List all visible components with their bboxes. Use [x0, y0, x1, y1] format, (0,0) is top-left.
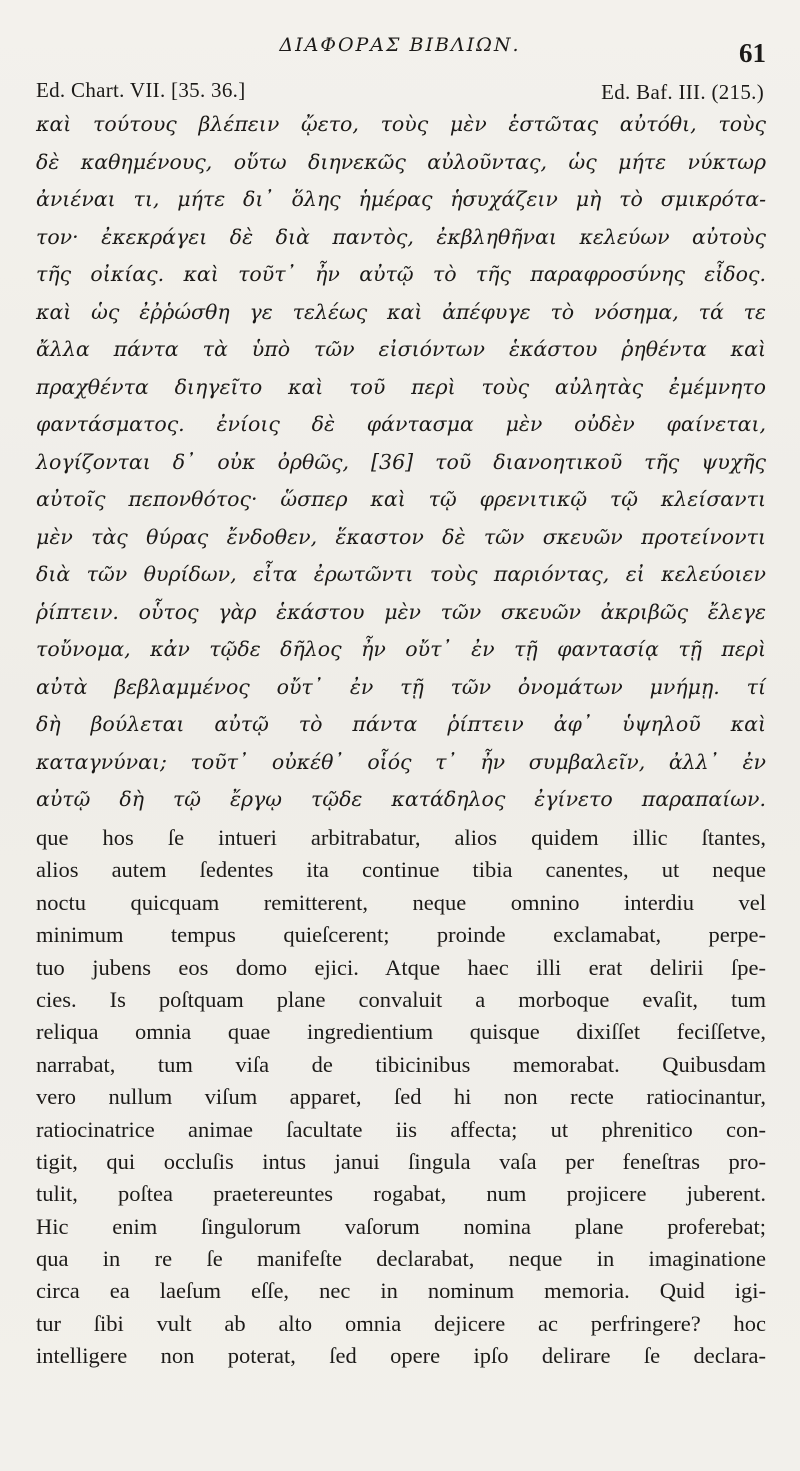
latin-text-line: circa ea laeſum eſſe, nec in nominum memoria. Quid igi- — [36, 1278, 766, 1304]
latin-text-line: tur ſibi vult ab alto omnia dejicere ac perfringere? hoc — [36, 1310, 766, 1336]
latin-text-line: qua in re ſe manifeſte declarabat, neque in imaginatione — [36, 1246, 766, 1272]
greek-text-line: καὶ ὡς ἐῤῥώσθη γε τελέως καὶ ἀπέφυγε τὸ νόσημα, τά τε — [36, 299, 766, 324]
greek-text-line: τῆς οἰκίας. καὶ τοῦτ᾽ ἦν αὐτῷ τὸ τῆς παραφροσύνης εἶδος. — [36, 262, 766, 286]
greek-text-line: καταγνύναι; τοῦτ᾽ οὐκέθ᾽ οἷός τ᾽ ἦν συμβαλεῖν, ἀλλ᾽ ἐν — [36, 749, 766, 774]
greek-text-line: αὐτὰ βεβλαμμένος οὔτ᾽ ἐν τῇ τῶν ὀνομάτων μνήμῃ. τί — [36, 674, 766, 699]
greek-text-line: πραχθέντα διηγεῖτο καὶ τοῦ περὶ τοὺς αὐλητὰς ἐμέμνητο — [36, 374, 766, 399]
latin-text-line: narrabat, tum viſa de tibicinibus memorabat. Quibusdam — [36, 1051, 766, 1077]
latin-text-line: reliqua omnia quae ingredientium quisque dixiſſet feciſſetve, — [36, 1019, 766, 1045]
greek-text-line: τον· ἐκεκράγει δὲ διὰ παντὸς, ἐκβληθῆναι κελεύων αὐτοὺς — [36, 224, 766, 249]
greek-text-line: τοὔνομα, κἀν τῷδε δῆλος ἦν οὔτ᾽ ἐν τῇ φαντασίᾳ τῇ περὶ — [36, 637, 766, 661]
latin-text-line: que hos ſe intueri arbitrabatur, alios quidem illic ſtantes, — [36, 825, 766, 850]
latin-text-line: minimum tempus quieſcerent; proinde exclamabat, perpe- — [36, 922, 766, 948]
latin-text-line: intelligere non poterat, ſed opere ipſo delirare ſe declara- — [36, 1343, 766, 1369]
greek-text-block — [36, 106, 766, 819]
latin-text-line: noctu quicquam remitterent, neque omnino interdiu vel — [36, 889, 766, 915]
latin-text-line: tigit, qui occluſis intus janui ſingula vaſa per feneſtras pro- — [36, 1148, 766, 1174]
greek-text-line: ῥίπτειν. οὗτος γὰρ ἑκάστου μὲν τῶν σκευῶν ἀκριβῶς ἔλεγε — [36, 599, 766, 624]
greek-text-line: μὲν τὰς θύρας ἔνδοθεν, ἕκαστον δὲ τῶν σκευῶν προτείνοντι — [36, 524, 766, 549]
latin-text-line: vero nullum viſum apparet, ſed hi non recte ratiocinantur, — [36, 1084, 766, 1110]
greek-text-line: ἄλλα πάντα τὰ ὑπὸ τῶν εἰσιόντων ἑκάστου ῥηθέντα καὶ — [36, 337, 766, 361]
latin-text-line: Hic enim ſingulorum vaſorum nomina plane proferebat; — [36, 1213, 766, 1239]
greek-text-line: διὰ τῶν θυρίδων, εἶτα ἐρωτῶντι τοὺς παριόντας, εἰ κελεύοιεν — [36, 562, 766, 586]
latin-text-block — [36, 822, 766, 1373]
greek-text-line: ἀνιέναι τι, μήτε δι᾽ ὅλης ἡμέρας ἡσυχάζειν μὴ τὸ σμικρότα- — [36, 187, 766, 211]
greek-text-line: αὐτῷ δὴ τῷ ἔργῳ τῷδε κατάδηλος ἐγίνετο παραπαίων. — [36, 787, 766, 811]
greek-text-line: φαντάσματος. ἐνίοις δὲ φάντασμα μὲν οὐδὲν φαίνεται, — [36, 412, 766, 436]
latin-text-line: tuo jubens eos domo ejici. Atque haec illi erat delirii ſpe- — [36, 954, 766, 980]
latin-text-line: cies. Is poſtquam plane convaluit a morboque evaſit, tum — [36, 986, 766, 1012]
running-title: ΔΙΑΦΟΡΑΣ ΒΙΒΛΙΩΝ. — [279, 34, 521, 56]
greek-text-line: αὐτοῖς πεπονθότος· ὥσπερ καὶ τῷ φρενιτικῷ τῷ κλείσαντι — [36, 487, 766, 511]
greek-text-line: δὲ καθημένους, οὕτω διηνεκῶς αὐλοῦντας, ὡς μήτε νύκτωρ — [36, 149, 766, 174]
latin-text-line: alios autem ſedentes ita continue tibia canentes, ut neque — [36, 857, 766, 883]
latin-text-line: ratiocinatrice animae ſacultate iis affecta; ut phrenitico con- — [36, 1116, 766, 1142]
latin-text-line: tulit, poſtea praetereuntes rogabat, num projicere juberent. — [36, 1181, 766, 1207]
greek-text-line: λογίζονται δ᾽ οὐκ ὀρθῶς, [36] τοῦ διανοητικοῦ τῆς ψυχῆς — [36, 449, 766, 474]
greek-text-line: δὴ βούλεται αὐτῷ τὸ πάντα ῥίπτειν ἀφ᾽ ὑψηλοῦ καὶ — [36, 712, 766, 736]
edition-reference-left: Ed. Chart. VII. [35. 36.] — [36, 78, 246, 102]
page-number: 61 — [739, 38, 766, 68]
greek-text-line: καὶ τούτους βλέπειν ᾤετο, τοὺς μὲν ἑστῶτας αὐτόθι, τοὺς — [36, 112, 766, 136]
edition-reference-right: Ed. Baf. III. (215.) — [601, 80, 764, 104]
